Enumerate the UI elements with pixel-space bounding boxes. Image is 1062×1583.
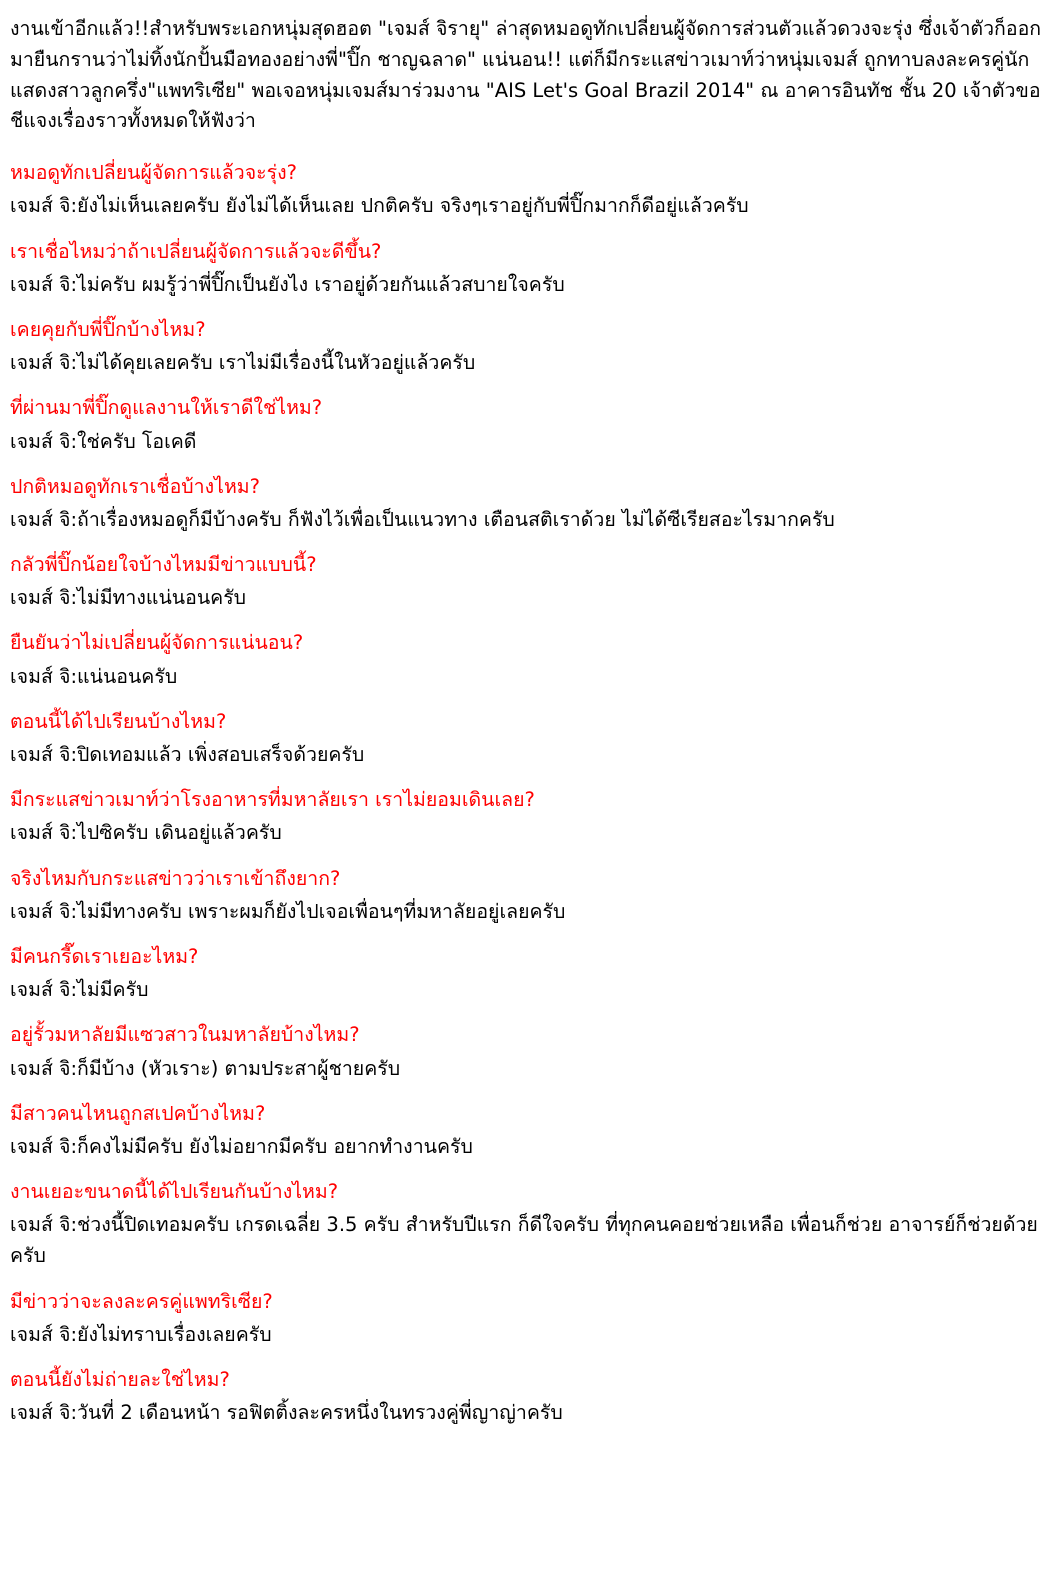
qa-item [10, 941, 1046, 1005]
qa-list [10, 157, 1046, 1428]
qa-question: เคยคุยกับพี่ปิ๊กบ้างไหม? [10, 317, 206, 341]
qa-item [10, 392, 1046, 456]
qa-item [10, 627, 1046, 691]
qa-answer: เจมส์ จิ:ไม่มีทางครับ เพราะผมก็ยังไปเจอเพื่อนๆที่มหาลัยอยู่เลยครับ [10, 899, 566, 923]
qa-question: อยู่รั้วมหาลัยมีแซวสาวในมหาลัยบ้างไหม? [10, 1023, 360, 1047]
qa-answer: เจมส์ จิ:ใช่ครับ โอเคดี [10, 429, 197, 453]
qa-item [10, 1176, 1046, 1272]
qa-question: หมอดูทักเปลี่ยนผู้จัดการแล้วจะรุ่ง? [10, 161, 297, 185]
qa-question: จริงไหมกับกระแสข่าวว่าเราเข้าถึงยาก? [10, 866, 341, 890]
qa-answer: เจมส์ จิ:ยังไม่ทราบเรื่องเลยครับ [10, 1322, 272, 1346]
qa-question: ยืนยันว่าไม่เปลี่ยนผู้จัดการแน่นอน? [10, 631, 304, 655]
qa-item [10, 236, 1046, 300]
qa-answer: เจมส์ จิ:ไม่มีครับ [10, 978, 149, 1002]
qa-question: มีสาวคนไหนถูกสเปคบ้างไหม? [10, 1101, 266, 1125]
qa-question: ตอนนี้ยังไม่ถ่ายละใช่ไหม? [10, 1368, 230, 1391]
qa-answer: เจมส์ จิ:วันที่ 2 เดือนหน้า รอฟิตติ้งละครหนึ่งในทรวงคู่พี่ญาญ่าครับ [10, 1401, 563, 1425]
qa-item [10, 549, 1046, 613]
qa-item [10, 863, 1046, 927]
article-intro: งานเข้าอีกแล้ว!!สำหรับพระเอกหนุ่มสุดฮอต "เจมส์ จิรายุ" ล่าสุดหมอดูทักเปลี่ยนผู้จัดการส่วนตัวแล้วดวงจะรุ่ง ซึ่งเจ้าตัวก็ออกมายืนกรานว่าไม่ทิ้งนักปั้นมือทองอย่างพี่"ปิ๊ก ชาญฉลาด" แน่นอน!! แต่ก็มีกระแสข่าวเมาท์ว่าหนุ่มเจมส์ ถูกทาบลงละครคู่นักแสดงสาวลูกครึ่ง"แพทริเซีย" พอเจอหนุ่มเจมส์มาร่วมงาน "AIS Let's Goal Brazil 2014" ณ อาคารอินทัช ชั้น 20 เจ้าตัวขอชีแจงเรื่องราวทั้งหมดให้ฟังว่า [10, 17, 1042, 133]
qa-answer: เจมส์ จิ:ก็คงไม่มีครับ ยังไม่อยากมีครับ อยากทำงานครับ [10, 1134, 473, 1158]
qa-item [10, 1019, 1046, 1083]
qa-item [10, 1098, 1046, 1162]
qa-question: เราเชื่อไหมว่าถ้าเปลี่ยนผู้จัดการแล้วจะดีขึ้น? [10, 239, 382, 263]
qa-item [10, 314, 1046, 378]
qa-item [10, 784, 1046, 848]
qa-question: ที่ผ่านมาพี่ปิ๊กดูแลงานให้เราดีใช่ไหม? [10, 396, 323, 420]
qa-answer: เจมส์ จิ:ถ้าเรื่องหมอดูก็มีบ้างครับ ก็ฟังไว้เพื่อเป็นแนวทาง เตือนสติเราด้วย ไม่ได้ซีเรียสอะไรมากครับ [10, 507, 835, 531]
qa-answer: เจมส์ จิ:ปิดเทอมแล้ว เพิ่งสอบเสร็จด้วยครับ [10, 743, 365, 766]
qa-answer: เจมส์ จิ:ไม่มีทางแน่นอนครับ [10, 586, 247, 610]
qa-question: มีข่าวว่าจะลงละครคู่แพทริเซีย? [10, 1289, 273, 1313]
qa-question: งานเยอะขนาดนี้ได้ไปเรียนกันบ้างไหม? [10, 1180, 339, 1204]
qa-item [10, 157, 1046, 221]
qa-question: ตอนนี้ได้ไปเรียนบ้างไหม? [10, 709, 227, 733]
qa-answer: เจมส์ จิ:ไม่ครับ ผมรู้ว่าพี่ปิ๊กเป็นยังไง เราอยู่ด้วยกันแล้วสบายใจครับ [10, 272, 565, 296]
qa-answer: เจมส์ จิ:ไปซิครับ เดินอยู่แล้วครับ [10, 821, 282, 845]
qa-item [10, 706, 1046, 770]
qa-question: มีคนกรี๊ดเราเยอะไหม? [10, 944, 199, 968]
qa-item [10, 1364, 1046, 1428]
qa-question: กลัวพี่ปิ๊กน้อยใจบ้างไหมมีข่าวแบบนี้? [10, 553, 317, 577]
qa-question: ปกติหมอดูทักเราเชื่อบ้างไหม? [10, 474, 261, 498]
qa-answer: เจมส์ จิ:ไม่ได้คุยเลยครับ เราไม่มีเรื่องนี้ในหัวอยู่แล้วครับ [10, 351, 476, 375]
qa-answer: เจมส์ จิ:ยังไม่เห็นเลยครับ ยังไม่ได้เห็นเลย ปกติครับ จริงๆเราอยู่กับพี่ปิ๊กมากก็ดีอยู่แล้วครับ [10, 194, 749, 218]
qa-answer: เจมส์ จิ:แน่นอนครับ [10, 664, 178, 688]
qa-answer: เจมส์ จิ:ก็มีบ้าง (หัวเราะ) ตามประสาผู้ชายครับ [10, 1056, 401, 1080]
qa-answer: เจมส์ จิ:ช่วงนี้ปิดเทอมครับ เกรดเฉลี่ย 3.5 ครับ สำหรับปีแรก ก็ดีใจครับ ที่ทุกคนคอยช่วยเหลือ เพื่อนก็ช่วย อาจารย์ก็ช่วยด้วยครับ [10, 1213, 1038, 1268]
qa-item [10, 471, 1046, 535]
qa-item [10, 1286, 1046, 1350]
qa-question: มีกระแสข่าวเมาท์ว่าโรงอาหารที่มหาลัยเรา เราไม่ยอมเดินเลย? [10, 788, 535, 812]
